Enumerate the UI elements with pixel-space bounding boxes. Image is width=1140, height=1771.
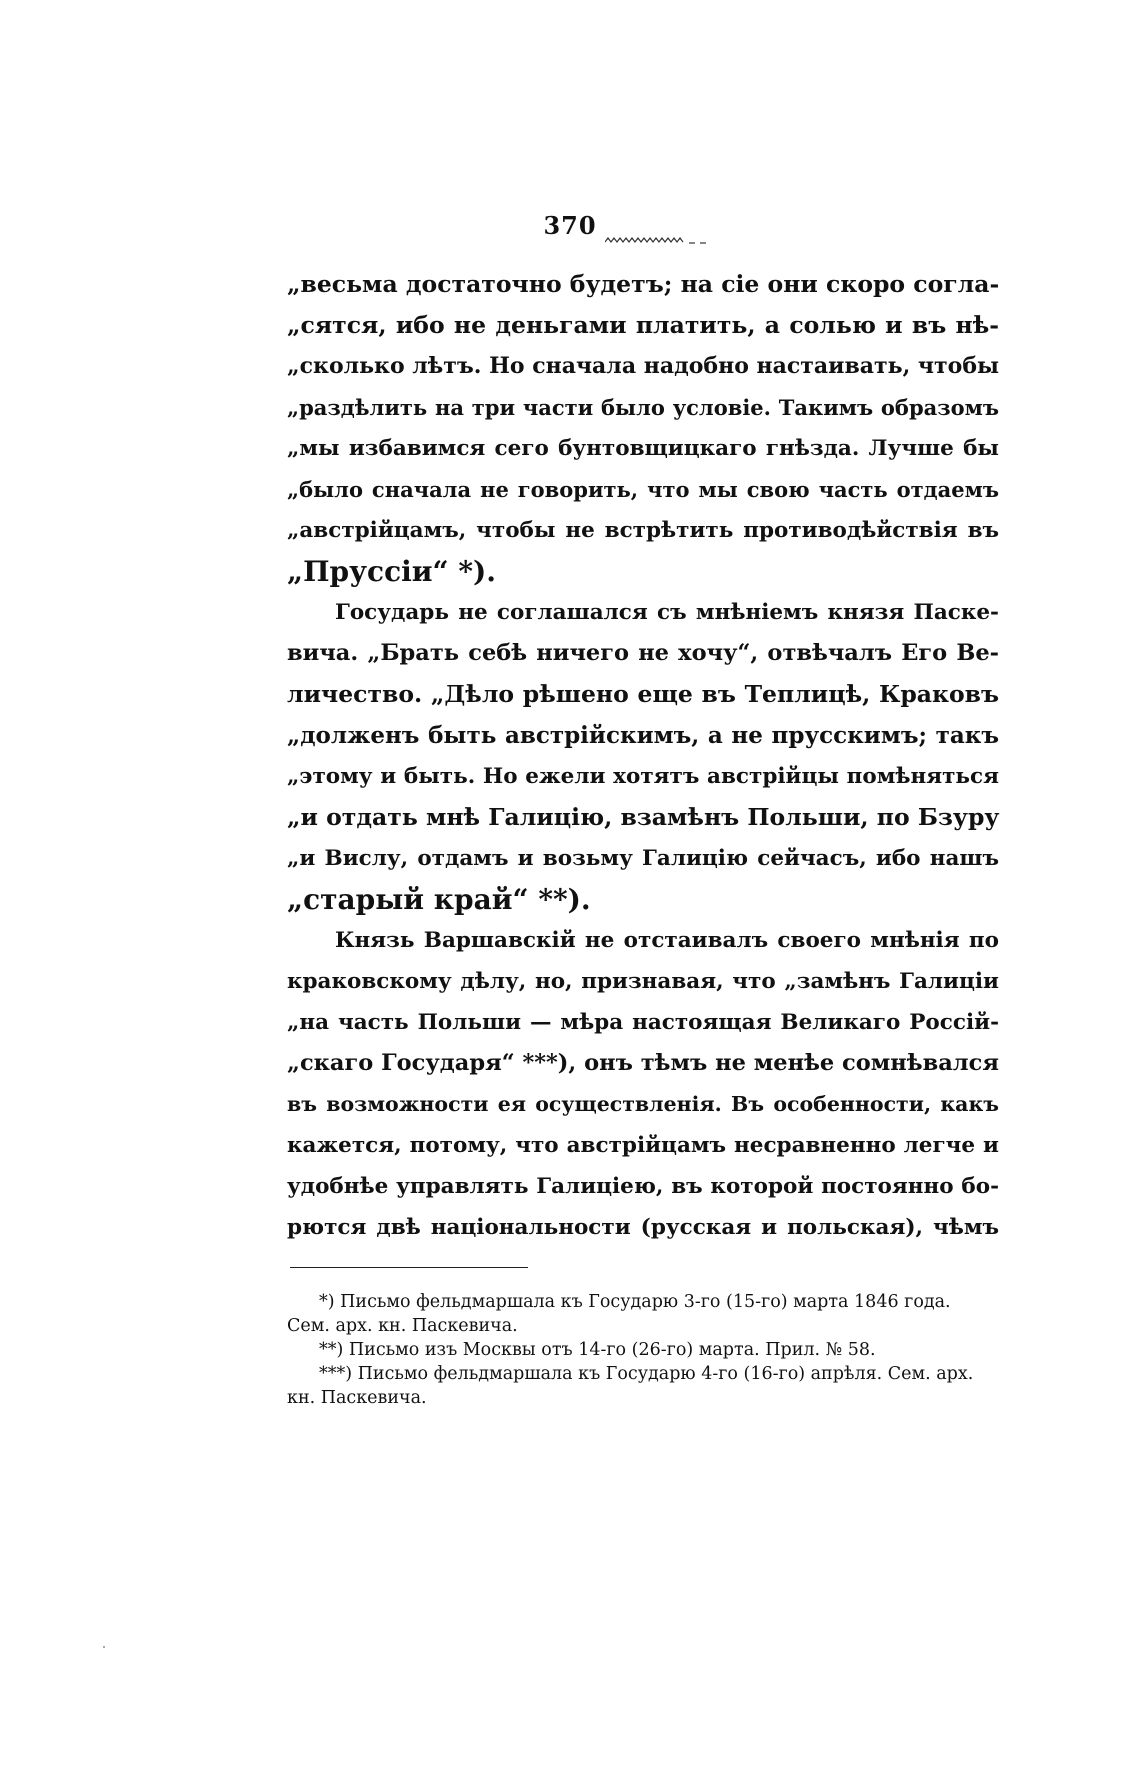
body-line: кажется, потому, что австрійцамъ несравненно легче и (287, 1133, 999, 1158)
page-number-ornament (605, 236, 715, 248)
body-line: Князь Варшавскій не отстаивалъ своего мнѣнія по (335, 928, 999, 953)
body-line: „долженъ быть австрійскимъ, а не прусскимъ; такъ (287, 722, 999, 749)
body-line: „весьма достаточно будетъ; на сіе они скоро согла- (287, 270, 1000, 298)
footnote-line: **) Письмо изъ Москвы отъ 14-го (26-го) марта. Прил. № 58. (319, 1340, 876, 1360)
body-line: краковскому дѣлу, но, признавая, что „замѣнъ Галиціи (287, 969, 999, 994)
body-text (287, 264, 999, 1248)
body-line: личество. „Дѣло рѣшено еще въ Теплицѣ, Краковъ (287, 680, 999, 708)
body-line: „было сначала не говорить, что мы свою часть отдаемъ (287, 477, 999, 502)
body-line: „и отдать мнѣ Галицію, взамѣнъ Польши, по Бзуру (287, 803, 1000, 831)
footnote-divider (290, 1267, 528, 1268)
body-line: Государь не соглашался съ мнѣніемъ князя Паске- (335, 600, 999, 625)
body-line: „этому и быть. Но ежели хотятъ австрійцы помѣняться (287, 764, 999, 789)
body-line: рются двѣ національности (русская и польская), чѣмъ (287, 1215, 999, 1240)
body-line: „раздѣлить на три части было условіе. Такимъ образомъ (287, 395, 999, 420)
scan-speck (103, 1646, 105, 1648)
body-line: удобнѣе управлять Галиціею, въ которой постоянно бо- (287, 1174, 999, 1199)
body-line: „Пруссіи“ *). (287, 555, 497, 588)
body-line: вича. „Брать себѣ ничего не хочу“, отвѣчалъ Его Ве- (287, 640, 999, 666)
body-line: „мы избавимся сего бунтовщицкаго гнѣзда. Лучше бы (287, 436, 999, 461)
body-line: „скаго Государя“ ***), онъ тѣмъ не менѣе сомнѣвался (287, 1050, 999, 1076)
page-number: 370 (543, 211, 597, 240)
body-line: „сятся, ибо не деньгами платить, а солью и въ нѣ- (287, 311, 999, 339)
body-line: „сколько лѣтъ. Но сначала надобно настаивать, чтобы (287, 353, 1000, 379)
body-line: „старый край“ **). (287, 883, 591, 916)
footnote-line: Сем. арх. кн. Паскевича. (287, 1316, 518, 1336)
body-line: „австрійцамъ, чтобы не встрѣтить противодѣйствія въ (287, 518, 999, 543)
footnote-line: *) Письмо фельдмаршала къ Государю 3-го (15-го) марта 1846 года. (319, 1292, 951, 1312)
footnote-line: кн. Паскевича. (287, 1388, 427, 1408)
body-line: „и Вислу, отдамъ и возьму Галицію сейчасъ, ибо нашъ (287, 846, 999, 871)
body-line: въ возможности ея осуществленія. Въ особенности, какъ (287, 1092, 999, 1116)
footnotes (287, 1290, 999, 1410)
body-line: „на часть Польши — мѣра настоящая Великаго Россій- (287, 1010, 999, 1035)
footnote-line: ***) Письмо фельдмаршала къ Государю 4-го (16-го) апрѣля. Сем. арх. (319, 1364, 974, 1384)
